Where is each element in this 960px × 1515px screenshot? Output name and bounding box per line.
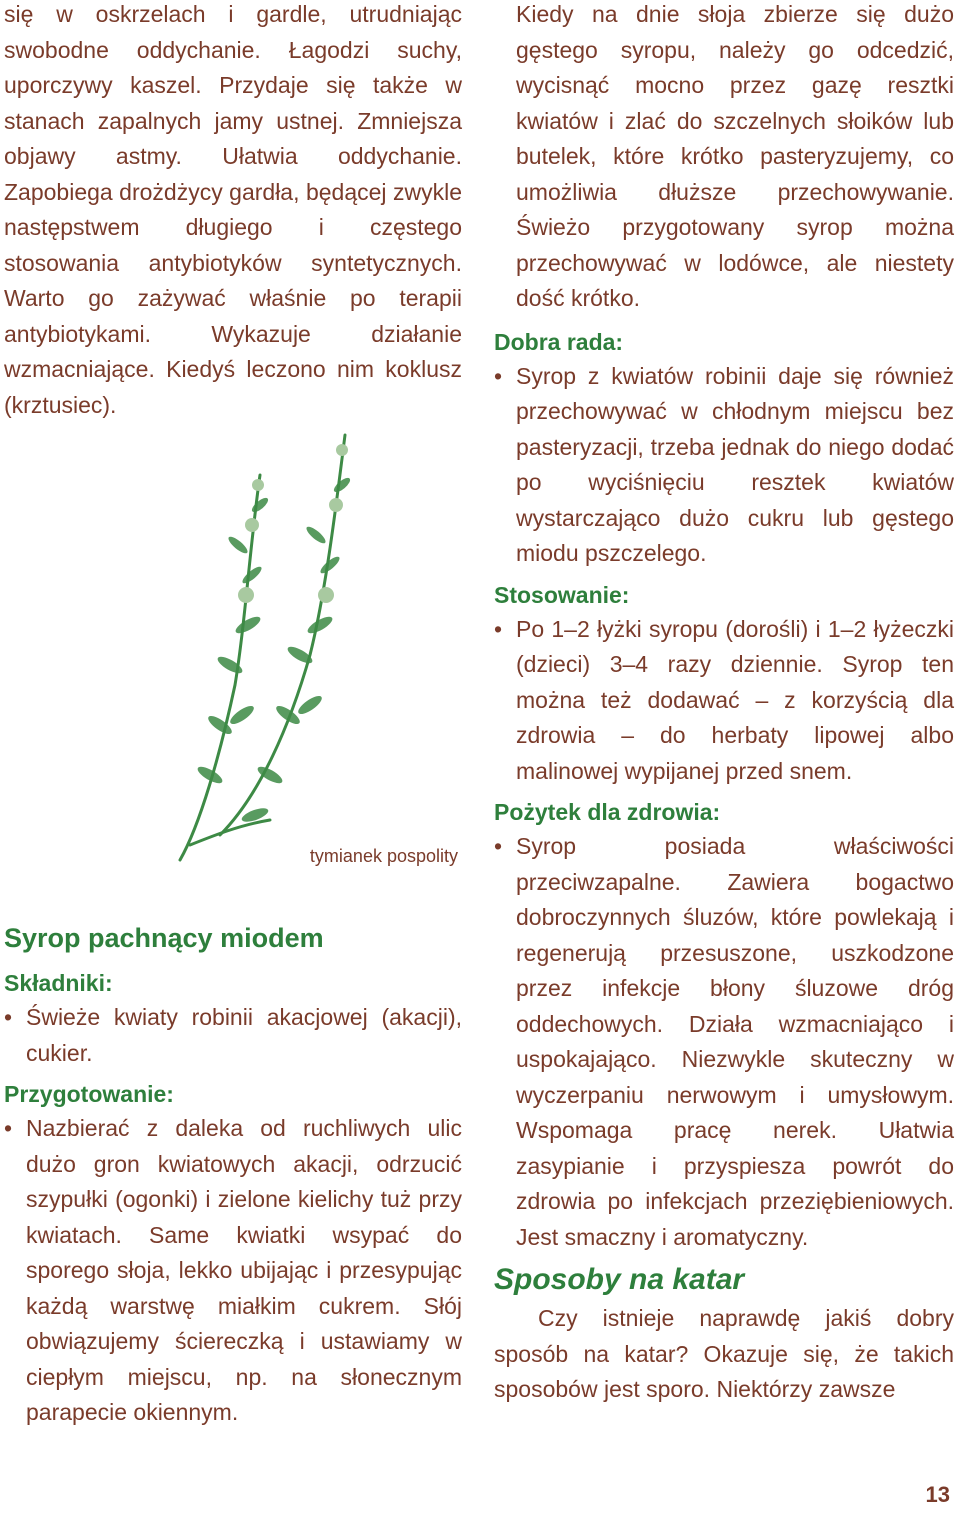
recipe-title: Syrop pachnący miodem	[4, 923, 324, 953]
intro-paragraph-right: Kiedy na dnie słoja zbierze się dużo gęstego syropu, należy go odcedzić, wycisnąć mocno przez gazę resztki kwiatów i zlać do szczelnych słoików lub butelek, które krótko pasteryzujemy, co umożliwia dłuższe przechowywanie. Świeżo przygotowany syrop można przechowywać w lodówce, ale niestety dość krótko.	[516, 1, 954, 311]
section-title: Sposoby na katar	[494, 1263, 745, 1296]
advice-heading: Dobra rada:	[494, 328, 624, 355]
advice-item: • Syrop z kwiatów robinii daje się również przechowywać w chłodnym miejscu bez pasteryzacji, trzeba jednak do niego dodać po wyciśnięciu resztek kwiatów wystarczająco dużo cukru lub gęstego miodu pszczelego.	[494, 359, 954, 572]
usage-heading: Stosowanie:	[494, 581, 630, 608]
section-paragraph: Czy istnieje naprawdę jakiś dobry sposób na katar? Okazuje się, że takich sposobów jest sporo. Niektórzy zawsze	[494, 1305, 954, 1402]
thyme-illustration	[160, 425, 380, 865]
ingredients-heading: Składniki:	[4, 970, 113, 996]
preparation-item: • Nazbierać z daleka od ruchliwych ulic dużo gron kwiatowych akacji, odrzucić szypułki (ogonki) i zielone kielichy tuż przy kwiatach. Same kwiatki wsypać do sporego słoja, lekko ubijając i przesypując każdą warstwę miałkim cukrem. Słój obwiązujemy ściereczką i ustawiamy w ciepłym miejscu, np. na słonecznym parapecie okiennym.	[4, 1111, 462, 1431]
preparation-heading: Przygotowanie:	[4, 1081, 174, 1107]
page-number: 13	[925, 1482, 950, 1507]
intro-paragraph-left: się w oskrzelach i gardle, utrudniając swobodne oddychanie. Łagodzi suchy, uporczywy kaszel. Przydaje się także w stanach zapalnych jamy ustnej. Zmniejsza objawy astmy. Ułatwia oddychanie. Zapobiega drożdżycy gardła, będącej zwykle następstwem długiego i częstego stosowania antybiotyków syntetycznych. Warto go zażywać właśnie po terapii antybiotykami. Wykazuje działanie wzmacniające. Kiedyś leczono nim koklusz (krztusiec).	[4, 1, 462, 418]
benefit-item: • Syrop posiada właściwości przeciwzapalne. Zawiera bogactwo dobroczynnych śluzów, które powlekają i regenerują przesuszone, uszkodzone przez infekcje błony śluzowe dróg oddechowych. Działa wzmacniająco i uspokajająco. Niezwykle skuteczny w wyczerpaniu nerwowym i umysłowym. Wspomaga pracę nerek. Ułatwia zasypianie i przyspiesza powrót do zdrowia po infekcjach przeziębieniowych. Jest smaczny i aromatyczny.	[494, 829, 954, 1255]
usage-item: • Po 1–2 łyżki syropu (dorośli) i 1–2 łyżeczki (dzieci) 3–4 razy dziennie. Syrop ten można też dodawać – z korzyścią dla zdrowia – do herbaty lipowej albo malinowej wypijanej przed snem.	[494, 612, 954, 790]
benefit-heading: Pożytek dla zdrowia:	[494, 799, 721, 825]
left-column	[4, 0, 462, 423]
right-column	[494, 0, 954, 1408]
ingredients-item: • Świeże kwiaty robinii akacjowej (akacji), cukier.	[4, 1000, 462, 1071]
figure-caption: tymianek pospolity	[309, 846, 458, 866]
recipe-section	[4, 918, 462, 1431]
